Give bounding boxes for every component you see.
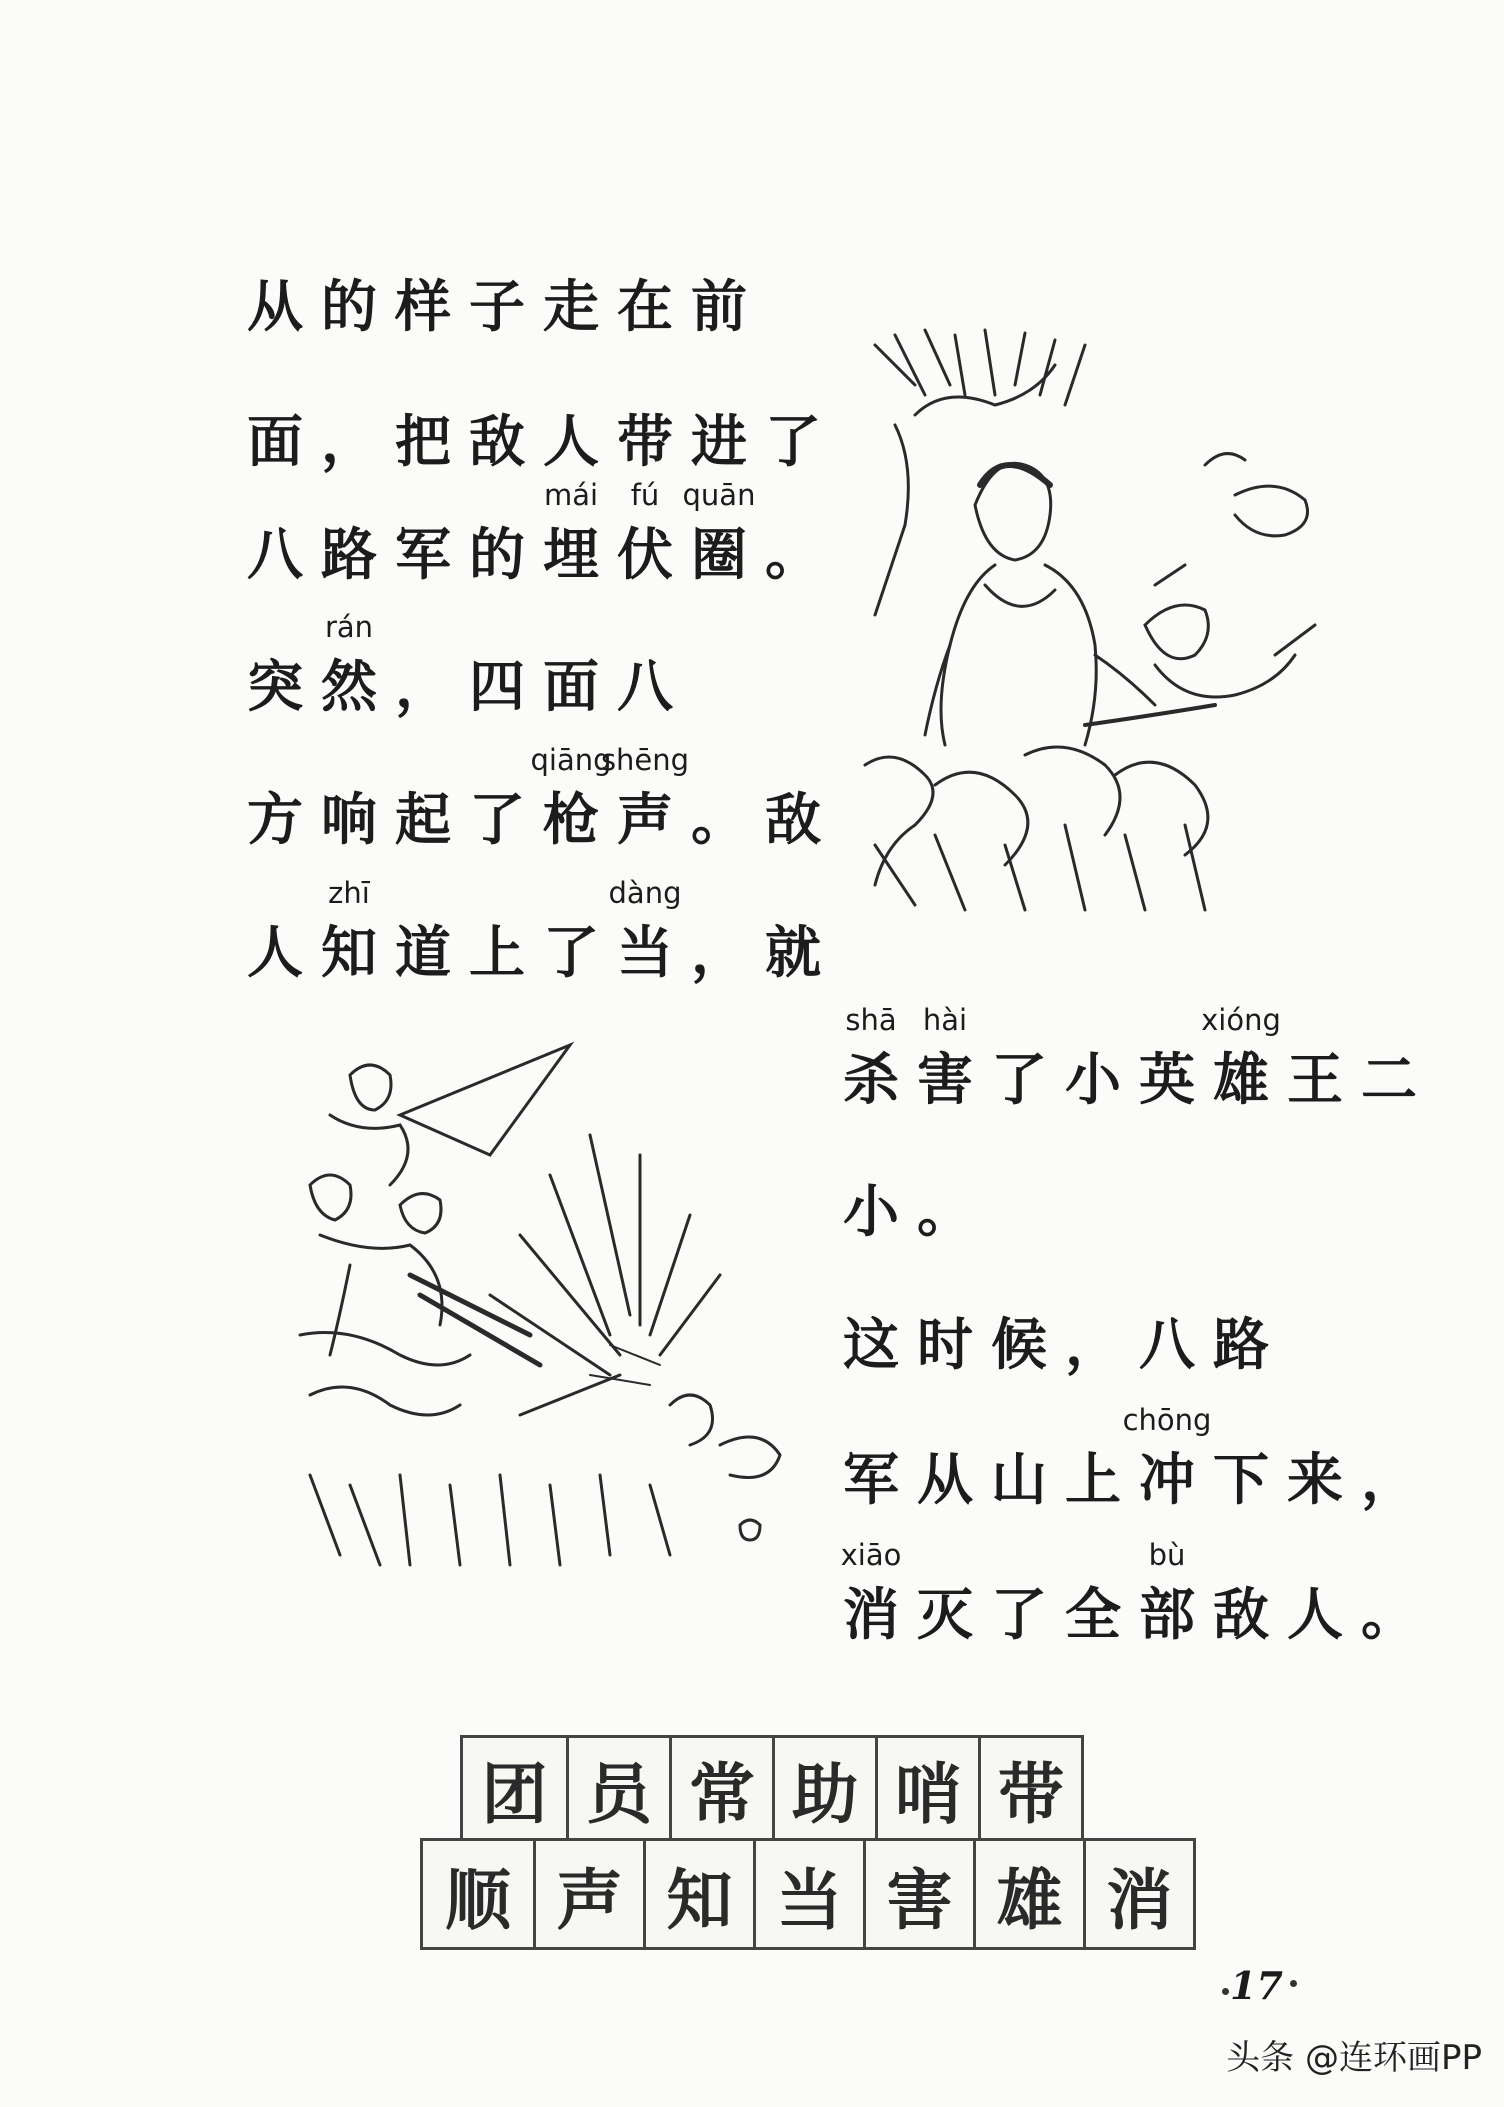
- grid-cell: 害: [863, 1841, 973, 1947]
- hanzi: 军: [843, 1447, 899, 1513]
- hanzi: 进: [691, 409, 747, 475]
- text-cell: [1130, 1538, 1204, 1648]
- hanzi: 从: [247, 274, 303, 340]
- text-line-8: [834, 1135, 982, 1245]
- text-cell: [312, 876, 386, 986]
- pinyin: qiāng: [530, 743, 612, 777]
- pinyin: quān: [682, 478, 756, 512]
- hanzi: 然: [321, 654, 377, 720]
- text-cell: [982, 1403, 1056, 1513]
- hanzi: 人: [543, 409, 599, 475]
- hanzi: 消: [843, 1582, 899, 1648]
- hanzi: 敌: [765, 787, 821, 853]
- text-cell: [682, 743, 756, 853]
- hanzi: ，: [321, 409, 377, 475]
- text-cell: [460, 876, 534, 986]
- hanzi: 下: [1213, 1447, 1269, 1513]
- hanzi: 响: [321, 787, 377, 853]
- text-cell: [756, 876, 830, 986]
- hanzi: 样: [395, 274, 451, 340]
- hanzi: 的: [321, 274, 377, 340]
- hanzi: 来: [1287, 1447, 1343, 1513]
- text-cell: [1204, 1268, 1278, 1378]
- text-cell: [312, 230, 386, 340]
- hanzi: 了: [991, 1047, 1047, 1113]
- pinyin: chōng: [1122, 1403, 1212, 1437]
- pinyin: shā: [845, 1003, 897, 1037]
- pinyin: bù: [1148, 1538, 1186, 1572]
- text-cell: [756, 365, 830, 475]
- text-cell: [682, 876, 756, 986]
- text-cell: [608, 610, 682, 720]
- pinyin: rán: [324, 610, 374, 644]
- text-cell: [1056, 1003, 1130, 1113]
- text-cell: [1130, 1268, 1204, 1378]
- text-cell: [238, 743, 312, 853]
- text-line-1: [238, 230, 756, 340]
- text-cell: [534, 610, 608, 720]
- hanzi: 雄: [1213, 1047, 1269, 1113]
- hanzi: 敌: [1213, 1582, 1269, 1648]
- grid-cell: 哨: [875, 1738, 978, 1838]
- text-cell: [600, 743, 690, 853]
- text-cell: [982, 1538, 1056, 1648]
- hanzi: 这: [843, 1312, 899, 1378]
- hanzi: 把: [395, 409, 451, 475]
- text-cell: [386, 478, 460, 588]
- hanzi: 走: [543, 274, 599, 340]
- hanzi: 带: [617, 409, 673, 475]
- text-cell: [908, 1268, 982, 1378]
- page-number: 17: [1230, 1963, 1283, 2008]
- text-cell: [1204, 1538, 1278, 1648]
- text-cell: [834, 1135, 908, 1245]
- text-cell: [238, 365, 312, 475]
- text-cell: [312, 610, 386, 720]
- text-cell: [1201, 1003, 1281, 1113]
- text-cell: [608, 876, 682, 986]
- text-line-5: [238, 743, 830, 853]
- hanzi: 从: [917, 1447, 973, 1513]
- hanzi: 就: [765, 920, 821, 986]
- grid-cell: 消: [1083, 1841, 1193, 1947]
- hanzi: 枪: [543, 787, 599, 853]
- hanzi: 八: [1139, 1312, 1195, 1378]
- hanzi: 时: [917, 1312, 973, 1378]
- hanzi: 前: [691, 274, 747, 340]
- illustration-girl-and-soldier: [855, 325, 1330, 915]
- pinyin: mái: [543, 478, 599, 512]
- text-cell: [386, 743, 460, 853]
- hanzi: 上: [1065, 1447, 1121, 1513]
- text-cell: [238, 478, 312, 588]
- watermark: 头条 @连环画PP: [1226, 2038, 1482, 2078]
- hanzi: 方: [247, 787, 303, 853]
- hanzi: 军: [395, 522, 451, 588]
- hanzi: ，: [691, 920, 747, 986]
- text-line-3: [238, 478, 830, 588]
- hanzi: 路: [321, 522, 377, 588]
- text-cell: [608, 365, 682, 475]
- char-grid-row-1: [460, 1735, 1084, 1841]
- hanzi: 八: [617, 654, 673, 720]
- text-cell: [534, 230, 608, 340]
- grid-cell: 助: [772, 1738, 875, 1838]
- text-cell: [982, 1268, 1056, 1378]
- hanzi: 害: [917, 1047, 973, 1113]
- text-cell: [1352, 1538, 1426, 1648]
- hanzi: 小: [1065, 1047, 1121, 1113]
- hanzi: 了: [543, 920, 599, 986]
- hanzi: 的: [469, 522, 525, 588]
- hanzi: 在: [617, 274, 673, 340]
- text-cell: [1278, 1003, 1352, 1113]
- grid-cell: 带: [978, 1738, 1081, 1838]
- grid-cell: 雄: [973, 1841, 1083, 1947]
- text-cell: [1122, 1403, 1212, 1513]
- hanzi: 上: [469, 920, 525, 986]
- text-cell: [908, 1003, 982, 1113]
- hanzi: 。: [691, 787, 747, 853]
- hanzi: 。: [917, 1179, 973, 1245]
- text-cell: [1352, 1003, 1426, 1113]
- text-cell: [1278, 1403, 1352, 1513]
- text-cell: [386, 230, 460, 340]
- hanzi: 子: [469, 274, 525, 340]
- hanzi: 英: [1139, 1047, 1195, 1113]
- text-cell: [386, 365, 460, 475]
- char-grid-row-2: [420, 1838, 1196, 1950]
- hanzi: 全: [1065, 1582, 1121, 1648]
- text-cell: [460, 230, 534, 340]
- text-cell: [238, 230, 312, 340]
- text-line-11: [834, 1538, 1426, 1648]
- grid-cell: 声: [533, 1841, 643, 1947]
- text-cell: [682, 478, 756, 588]
- hanzi: 敌: [469, 409, 525, 475]
- grid-cell: 常: [669, 1738, 772, 1838]
- hanzi: 面: [247, 409, 303, 475]
- text-cell: [312, 365, 386, 475]
- hanzi: 了: [991, 1582, 1047, 1648]
- text-cell: [312, 743, 386, 853]
- text-cell: [682, 230, 756, 340]
- text-cell: [1352, 1403, 1426, 1513]
- hanzi: ，: [1065, 1312, 1121, 1378]
- text-cell: [682, 365, 756, 475]
- text-cell: [982, 1003, 1056, 1113]
- text-cell: [534, 365, 608, 475]
- hanzi: 了: [469, 787, 525, 853]
- hanzi: 候: [991, 1312, 1047, 1378]
- hanzi: 山: [991, 1447, 1047, 1513]
- hanzi: 起: [395, 787, 451, 853]
- hanzi: 冲: [1139, 1447, 1195, 1513]
- hanzi: 圈: [691, 522, 747, 588]
- pinyin: hài: [922, 1003, 968, 1037]
- text-cell: [756, 478, 830, 588]
- text-cell: [460, 610, 534, 720]
- hanzi: 四: [469, 654, 525, 720]
- text-cell: [908, 1538, 982, 1648]
- text-line-2: [238, 365, 830, 475]
- hanzi: 了: [765, 409, 821, 475]
- text-cell: [908, 1135, 982, 1245]
- pinyin: fú: [630, 478, 660, 512]
- text-cell: [1204, 1403, 1278, 1513]
- grid-cell: 员: [566, 1738, 669, 1838]
- text-cell: [834, 1268, 908, 1378]
- pinyin: dàng: [608, 876, 682, 910]
- hanzi: ，: [1361, 1447, 1417, 1513]
- text-cell: [834, 1538, 908, 1648]
- text-line-4: [238, 610, 682, 720]
- hanzi: 八: [247, 522, 303, 588]
- text-cell: [386, 610, 460, 720]
- hanzi: 声: [617, 787, 673, 853]
- text-cell: [386, 876, 460, 986]
- pinyin: shēng: [600, 743, 690, 777]
- text-cell: [608, 230, 682, 340]
- illustration-battle-scene: [290, 1035, 810, 1595]
- grid-cell: 团: [481, 1754, 548, 1833]
- hanzi: 。: [765, 522, 821, 588]
- hanzi: 人: [247, 920, 303, 986]
- hanzi: 杀: [843, 1047, 899, 1113]
- hanzi: 小: [843, 1179, 899, 1245]
- text-cell: [834, 1403, 908, 1513]
- text-line-9: [834, 1268, 1278, 1378]
- hanzi: 道: [395, 920, 451, 986]
- hanzi: 王: [1287, 1047, 1343, 1113]
- hanzi: 。: [1361, 1582, 1417, 1648]
- pinyin: xióng: [1201, 1003, 1281, 1037]
- hanzi: 灭: [917, 1582, 973, 1648]
- hanzi: ，: [395, 654, 451, 720]
- text-cell: [756, 743, 830, 853]
- hanzi: 知: [321, 920, 377, 986]
- grid-cell: 知: [643, 1841, 753, 1947]
- page-number-dot-left: [1222, 1988, 1229, 1995]
- page-number-dot-right: [1290, 1980, 1297, 1987]
- hanzi: 部: [1139, 1582, 1195, 1648]
- hanzi: 埋: [543, 522, 599, 588]
- text-cell: [460, 365, 534, 475]
- hanzi: 面: [543, 654, 599, 720]
- hanzi: 当: [617, 920, 673, 986]
- pinyin: xiāo: [840, 1538, 902, 1572]
- text-line-7: [834, 1003, 1426, 1113]
- hanzi: 二: [1361, 1047, 1417, 1113]
- text-line-6: [238, 876, 830, 986]
- text-cell: [312, 478, 386, 588]
- grid-cell: 当: [753, 1841, 863, 1947]
- hanzi: 伏: [617, 522, 673, 588]
- pinyin: zhī: [328, 876, 370, 910]
- text-cell: [1056, 1268, 1130, 1378]
- text-cell: [908, 1403, 982, 1513]
- hanzi: 路: [1213, 1312, 1269, 1378]
- hanzi: 人: [1287, 1582, 1343, 1648]
- text-line-10: [834, 1403, 1426, 1513]
- grid-cell: 顺: [445, 1860, 511, 1939]
- text-cell: [1278, 1538, 1352, 1648]
- hanzi: 突: [247, 654, 303, 720]
